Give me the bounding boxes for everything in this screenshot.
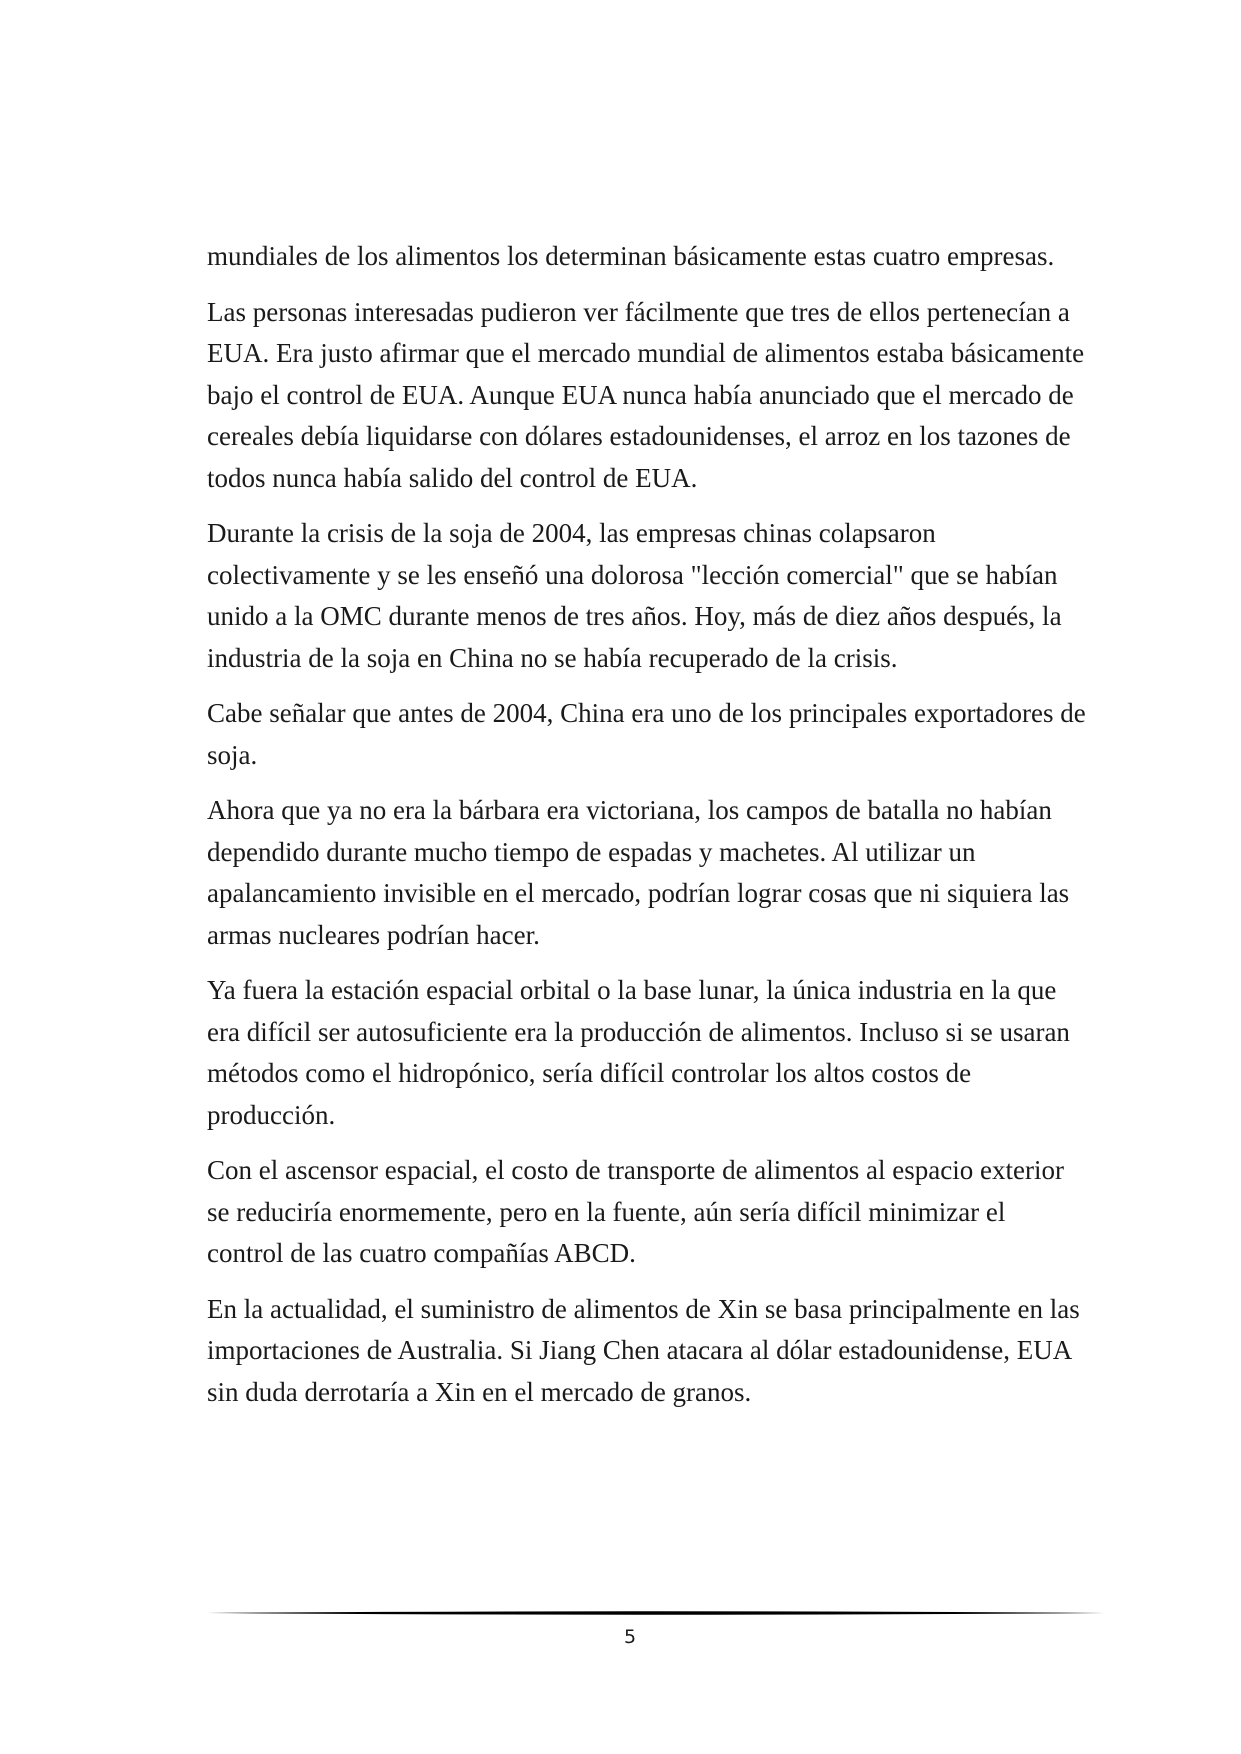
paragraph-8: En la actualidad, el suministro de alimentos de Xin se basa principalmente en las importaciones de Australia. Si Jiang Chen atacara al dólar estadounidense, EUA sin duda derrotaría a Xin en el mercado de granos. — [207, 1293, 1080, 1407]
paragraph-3: Durante la crisis de la soja de 2004, las empresas chinas colapsaron colectivamente y se les enseñó una dolorosa "lección comercial" que se habían unido a la OMC durante menos de tres años. Hoy, más de diez años después, la industria de la soja en China no se había recuperado de la crisis. — [207, 518, 1062, 673]
paragraph-1: mundiales de los alimentos los determinan básicamente estas cuatro empresas. — [207, 241, 1055, 271]
paragraph-2: Las personas interesadas pudieron ver fácilmente que tres de ellos pertenecían a EUA. Era justo afirmar que el mercado mundial de alimentos estaba básicamente bajo el control de EUA. Aunque EUA nunca había anunciado que el mercado de cereales debía liquidarse con dólares estadounidenses, el arroz en los tazones de todos nunca había salido del control de EUA. — [207, 296, 1085, 493]
paragraph-4: Cabe señalar que antes de 2004, China era uno de los principales exportadores de soja. — [207, 698, 1086, 770]
body-text — [207, 236, 1087, 1427]
page-number: 5 — [623, 1626, 637, 1648]
paragraph-6: Ya fuera la estación espacial orbital o la base lunar, la única industria en la que era difícil ser autosuficiente era la producción de alimentos. Incluso si se usaran métodos como el hidropónico, sería difícil controlar los altos costos de producción. — [207, 975, 1070, 1130]
paragraph-5: Ahora que ya no era la bárbara era victoriana, los campos de batalla no habían dependido durante mucho tiempo de espadas y machetes. Al utilizar un apalancamiento invisible en el mercado, podrían lograr cosas que ni siquiera las armas nucleares podrían hacer. — [207, 795, 1070, 950]
footer-divider — [207, 1606, 1105, 1620]
footer-divider-swash — [207, 1611, 1105, 1615]
paragraph-7: Con el ascensor espacial, el costo de transporte de alimentos al espacio exterior se reduciría enormemente, pero en la fuente, aún sería difícil minimizar el control de las cuatro compañías ABCD. — [207, 1155, 1064, 1268]
